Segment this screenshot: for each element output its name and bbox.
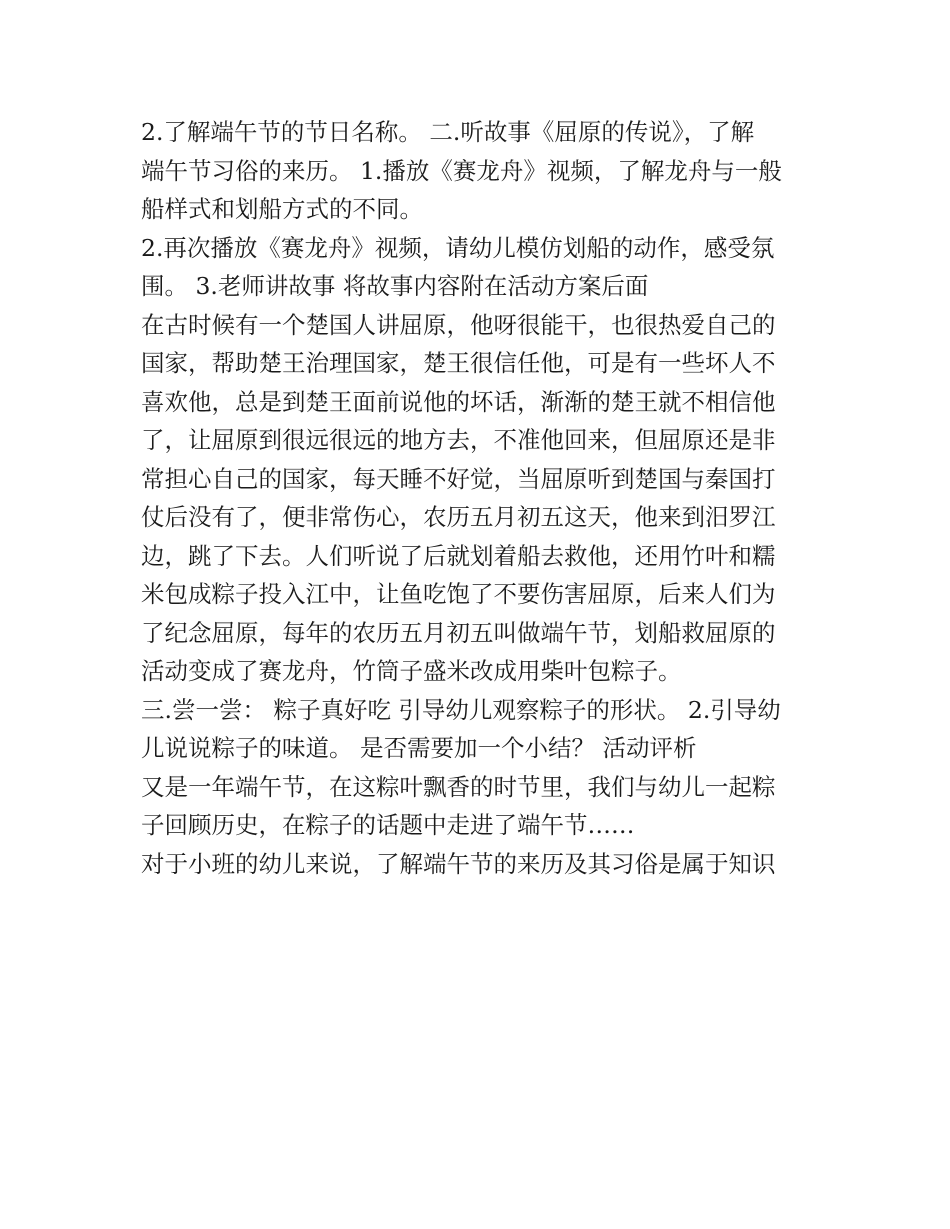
paragraph-small-class [141, 845, 821, 884]
paragraph-taste-zongzi [141, 691, 821, 768]
document-body [141, 113, 821, 883]
text-line: 仗后没有了，便非常伤心，农历五月初五这天，他来到汨罗江 [141, 503, 776, 531]
text-line: 国家，帮助楚王治理国家，楚王很信任他，可是有一些坏人不 [141, 349, 776, 377]
text-line: 了纪念屈原，每年的农历五月初五叫做端午节，划船救屈原的 [141, 618, 776, 647]
paragraph-activity-review [141, 768, 821, 845]
text-line: 儿说说粽子的味道。 是否需要加一个小结？ 活动评析 [141, 734, 697, 762]
text-line: 船样式和划船方式的不同。 [141, 195, 423, 223]
text-line: 喜欢他，总是到楚王面前说他的坏话，渐渐的楚王就不相信他 [141, 387, 776, 416]
text-line: 了，让屈原到很远很远的地方去，不准他回来，但屈原还是非 [141, 426, 776, 454]
paragraph-qu-yuan-story [141, 306, 821, 691]
text-line: 三.尝一尝： 粽子真好吃 引导幼儿观察粽子的形状。 2.引导幼 [141, 695, 781, 724]
text-line: 在古时候有一个楚国人讲屈原，他呀很能干，也很热爱自己的 [141, 310, 776, 339]
text-line: 活动变成了赛龙舟，竹筒子盛米改成用柴叶包粽子。 [141, 657, 682, 685]
text-line: 常担心自己的国家，每天睡不好觉，当屈原听到楚国与秦国打 [141, 464, 776, 493]
paragraph-learn-festival-name [141, 113, 821, 229]
text-line: 2.了解端午节的节日名称。 二.听故事《屈原的传说》，了解 [141, 118, 755, 146]
text-line: 边，跳了下去。人们听说了后就划着船去救他，还用竹叶和糯 [141, 541, 776, 570]
text-line: 端午节习俗的来历。 1.播放《赛龙舟》视频，了解龙舟与一般 [141, 156, 782, 185]
text-line: 又是一年端午节，在这粽叶飘香的时节里，我们与幼儿一起粽 [141, 772, 776, 801]
text-line: 2.再次播放《赛龙舟》视频，请幼儿模仿划船的动作，感受氛 [141, 233, 775, 262]
text-line: 子回顾历史，在粽子的话题中走进了端午节…… [141, 811, 635, 839]
text-line: 米包成粽子投入江中，让鱼吃饱了不要伤害屈原，后来人们为 [141, 580, 776, 608]
text-line: 围。 3.老师讲故事 将故事内容附在活动方案后面 [141, 272, 649, 300]
text-line: 对于小班的幼儿来说，了解端午节的来历及其习俗是属于知识 [141, 849, 776, 878]
paragraph-replay-video [141, 229, 821, 306]
